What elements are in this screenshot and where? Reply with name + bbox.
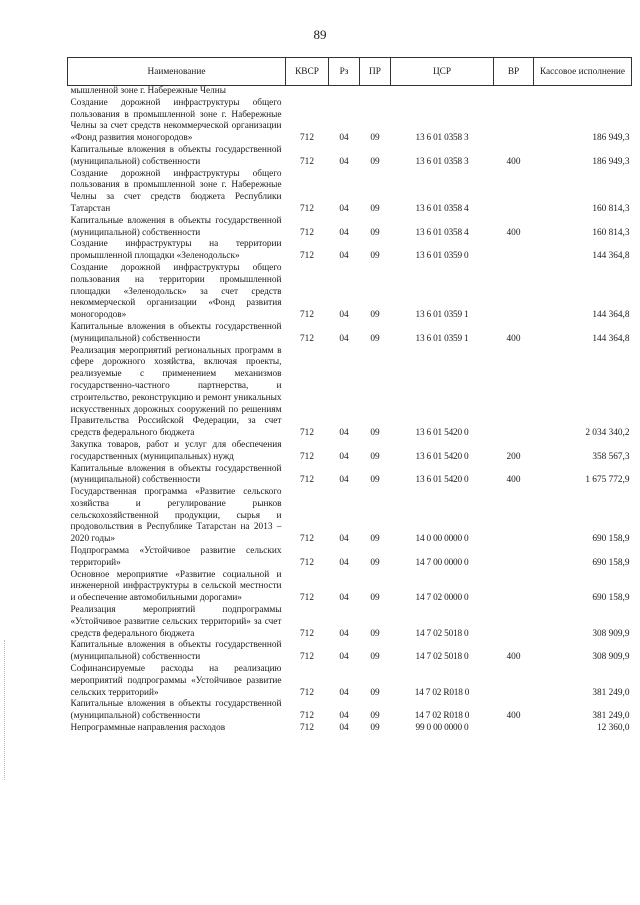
row-vr: 400 (506, 156, 521, 167)
row-csr: 13 6 01 5420 0 (415, 475, 469, 486)
row-kvsr: 712 (300, 534, 314, 545)
row-vr (494, 723, 534, 735)
row-rz: 04 (339, 687, 349, 698)
row-kvsr: 712 (300, 475, 314, 486)
table-row (68, 322, 632, 346)
row-rz: 04 (339, 251, 349, 262)
row-amount (534, 86, 632, 98)
row-pr: 09 (370, 203, 380, 214)
row-vr: 400 (506, 475, 521, 486)
table-row (68, 546, 632, 570)
row-name: Реализация мероприятий подпрограммы «Устойчивое развитие сельских территорий» за счет средств федерального бюджета (70, 605, 282, 639)
row-rz: 04 (339, 711, 349, 722)
row-pr: 09 (370, 451, 380, 462)
table-row (68, 216, 632, 240)
table-row (68, 239, 632, 263)
row-kvsr: 712 (300, 156, 314, 167)
row-amount: 381 249,0 (592, 687, 630, 698)
row-name: Капитальные вложения в объекты государственной (муниципальной) собственности (70, 640, 282, 663)
table-row (68, 440, 632, 464)
header-csr: ЦСР (391, 58, 494, 86)
table-row (68, 346, 632, 440)
row-amount: 308 909,9 (592, 628, 630, 639)
scan-edge-marks (4, 640, 8, 780)
row-rz: 04 (339, 534, 349, 545)
row-csr: 14 7 02 R018 0 (414, 687, 470, 698)
table-row (68, 664, 632, 699)
row-kvsr: 712 (300, 628, 314, 639)
row-kvsr: 712 (300, 428, 314, 439)
row-amount: 144 364,8 (592, 310, 630, 321)
table-row (68, 699, 632, 723)
row-name: Капитальные вложения в объекты государственной (муниципальной) собственности (70, 463, 282, 486)
row-amount: 308 909,9 (592, 652, 630, 663)
row-pr: 09 (370, 652, 380, 663)
row-vr: 400 (506, 227, 521, 238)
row-csr: 14 7 02 5018 0 (415, 628, 469, 639)
table-row (68, 86, 632, 98)
row-amount: 160 814,3 (592, 203, 630, 214)
row-vr (494, 98, 534, 145)
table-row (68, 605, 632, 640)
row-pr: 09 (370, 534, 380, 545)
row-pr: 09 (370, 251, 380, 262)
table-row (68, 169, 632, 216)
row-kvsr: 712 (300, 333, 314, 344)
row-pr: 09 (370, 227, 380, 238)
row-csr: 13 6 01 0358 4 (415, 227, 469, 238)
row-pr: 09 (370, 723, 380, 734)
table-header-row (68, 58, 632, 86)
row-kvsr: 712 (300, 227, 314, 238)
row-name: Реализация мероприятий региональных программ в сфере дорожного хозяйства, включая проекты, реализуемые с применением механизмов государственно-частного партнерства, и строительство, реконструкцию и ремонт уникальных искусственных дорожных сооружений по решениям Правительства Российской Федерации, за счет средств федерального бюджета (70, 345, 282, 439)
row-amount: 1 675 772,9 (585, 475, 630, 486)
row-name: мышленной зоне г. Набережные Челны (70, 86, 227, 96)
row-rz: 04 (339, 475, 349, 486)
row-name: Софинансируемые расходы на реализацию мероприятий подпрограммы «Устойчивое развитие сельских территорий» (70, 664, 282, 698)
row-vr: 200 (506, 451, 521, 462)
row-vr (494, 487, 534, 546)
row-csr: 14 7 00 0000 0 (415, 557, 469, 568)
row-name: Подпрограмма «Устойчивое развитие сельских территорий» (70, 546, 282, 568)
row-rz: 04 (339, 203, 349, 214)
row-pr: 09 (370, 475, 380, 486)
row-csr: 14 7 02 5018 0 (415, 652, 469, 663)
row-rz: 04 (339, 628, 349, 639)
page-number: 89 (313, 27, 327, 42)
row-kvsr: 712 (300, 251, 314, 262)
row-name: Создание дорожной инфраструктуры общего пользования на территории промышленной площадки «Зеленодольск» за счет средств некоммерческой организации «Фонд развития моногородов» (70, 262, 282, 321)
row-kvsr: 712 (300, 203, 314, 214)
row-csr: 14 7 02 0000 0 (415, 593, 469, 604)
header-vr: ВР (494, 58, 534, 86)
row-name: Государственная программа «Развитие сельского хозяйства и регулирование рынков сельскохозяйственной продукции, сырья и продовольствия в Республике Татарстан на 2013 – 2020 годы» (70, 487, 282, 545)
row-csr: 13 6 01 0359 1 (415, 333, 469, 344)
row-amount: 690 158,9 (592, 534, 630, 545)
row-rz (329, 86, 360, 98)
row-vr (494, 239, 534, 263)
table-row (68, 487, 632, 546)
row-csr: 13 6 01 0358 3 (415, 133, 469, 144)
row-amount: 358 567,3 (592, 451, 630, 462)
row-name: Капитальные вложения в объекты государственной (муниципальной) собственности (70, 321, 282, 344)
header-kassa: Кассовое исполнение (534, 58, 632, 86)
row-vr (494, 546, 534, 570)
row-amount: 12 360,0 (596, 723, 630, 734)
row-amount: 144 364,8 (592, 251, 630, 262)
row-csr: 13 6 01 0358 4 (415, 203, 469, 214)
row-kvsr: 712 (300, 133, 314, 144)
row-amount: 144 364,8 (592, 333, 630, 344)
row-rz: 04 (339, 652, 349, 663)
row-csr (391, 86, 494, 98)
row-csr: 13 6 01 0359 1 (415, 310, 469, 321)
row-amount: 690 158,9 (592, 593, 630, 604)
row-kvsr: 712 (300, 451, 314, 462)
table-row (68, 263, 632, 322)
row-vr: 400 (506, 333, 521, 344)
row-kvsr: 712 (300, 652, 314, 663)
row-kvsr: 712 (300, 687, 314, 698)
row-rz: 04 (339, 227, 349, 238)
row-rz: 04 (339, 310, 349, 321)
row-kvsr: 712 (300, 711, 314, 722)
row-vr (494, 86, 534, 98)
row-name: Создание инфраструктуры на территории промышленной площадки «Зеленодольск» (70, 239, 282, 262)
row-pr: 09 (370, 333, 380, 344)
row-amount: 2 034 340,2 (585, 428, 630, 439)
row-csr: 13 6 01 0358 3 (415, 156, 469, 167)
row-name: Создание дорожной инфраструктуры общего пользования в промышленной зоне г. Набережные Челны за счет средств некоммерческой организации «Фонд развития моногородов» (70, 97, 282, 144)
row-vr (494, 346, 534, 440)
row-rz: 04 (339, 557, 349, 568)
row-name: Капитальные вложения в объекты государственной (муниципальной) собственности (70, 215, 282, 238)
row-csr: 14 7 02 R018 0 (414, 711, 470, 722)
row-pr (360, 86, 391, 98)
row-pr: 09 (370, 593, 380, 604)
row-rz: 04 (339, 428, 349, 439)
row-rz: 04 (339, 451, 349, 462)
row-vr (494, 169, 534, 216)
row-csr: 13 6 01 5420 0 (415, 428, 469, 439)
row-pr: 09 (370, 428, 380, 439)
row-kvsr (286, 86, 329, 98)
row-amount: 381 249,0 (592, 711, 630, 722)
row-pr: 09 (370, 557, 380, 568)
row-name: Создание дорожной инфраструктуры общего пользования в промышленной зоне г. Набережные Челны за счет средств бюджета Республики Татарстан (70, 168, 282, 214)
row-vr: 400 (506, 652, 521, 663)
header-rz: Рз (329, 58, 360, 86)
row-vr (494, 664, 534, 699)
row-vr: 400 (506, 711, 521, 722)
row-csr: 99 0 00 0000 0 (415, 723, 469, 734)
row-pr: 09 (370, 310, 380, 321)
row-vr (494, 605, 534, 640)
row-kvsr: 712 (300, 723, 314, 734)
row-amount: 690 158,9 (592, 557, 630, 568)
row-rz: 04 (339, 133, 349, 144)
header-name: Наименование (68, 58, 286, 86)
table-row (68, 145, 632, 169)
table-row (68, 723, 632, 735)
row-kvsr: 712 (300, 310, 314, 321)
table-row (68, 98, 632, 145)
header-pr: ПР (360, 58, 391, 86)
table-row (68, 464, 632, 488)
row-name: Непрограммные направления расходов (70, 723, 226, 734)
row-name: Капитальные вложения в объекты государственной (муниципальной) собственности (70, 144, 282, 167)
row-pr: 09 (370, 687, 380, 698)
row-name: Закупка товаров, работ и услуг для обеспечения государственных (муниципальных) нужд (70, 439, 282, 462)
row-amount: 186 949,3 (592, 133, 630, 144)
row-amount: 186 949,3 (592, 156, 630, 167)
row-pr: 09 (370, 133, 380, 144)
table-row (68, 640, 632, 664)
table-body (68, 86, 632, 735)
row-amount: 160 814,3 (592, 227, 630, 238)
row-rz: 04 (339, 593, 349, 604)
row-rz: 04 (339, 333, 349, 344)
row-name: Капитальные вложения в объекты государственной (муниципальной) собственности (70, 699, 282, 722)
row-pr: 09 (370, 628, 380, 639)
row-vr (494, 570, 534, 605)
row-csr: 14 0 00 0000 0 (415, 534, 469, 545)
budget-table (67, 57, 632, 735)
row-kvsr: 712 (300, 557, 314, 568)
table-row (68, 570, 632, 605)
header-kvsr: КВСР (286, 58, 329, 86)
row-rz: 04 (339, 723, 349, 734)
row-csr: 13 6 01 0359 0 (415, 251, 469, 262)
row-pr: 09 (370, 711, 380, 722)
row-csr: 13 6 01 5420 0 (415, 451, 469, 462)
row-rz: 04 (339, 156, 349, 167)
row-vr (494, 263, 534, 322)
row-pr: 09 (370, 156, 380, 167)
row-name: Основное мероприятие «Развитие социальной и инженерной инфраструктуры в сельской местности и обеспечение автомобильными дорогами» (70, 569, 282, 604)
row-kvsr: 712 (300, 593, 314, 604)
